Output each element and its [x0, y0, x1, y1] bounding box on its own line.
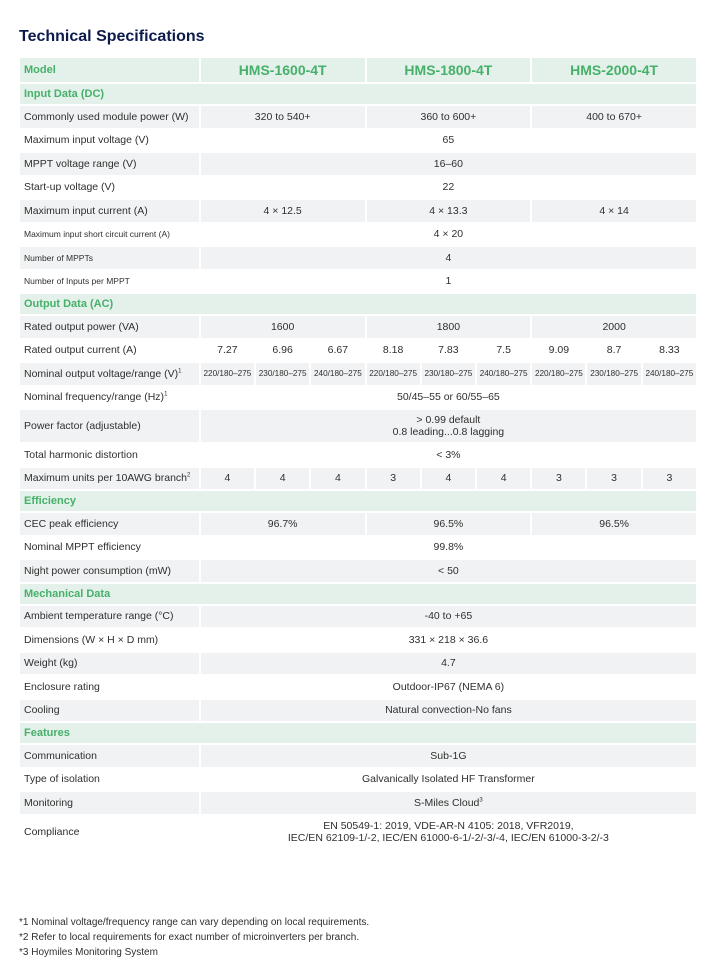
cell-value: 331 × 218 × 36.6 — [408, 633, 489, 646]
cell-value: 240/180–275 — [311, 363, 364, 385]
cell-value: 3 — [643, 468, 696, 490]
section-output-title: Output Data (AC) — [20, 294, 696, 314]
spec-row — [20, 513, 696, 535]
cell-value: 96.5% — [367, 513, 531, 535]
spec-row — [20, 537, 696, 559]
spec-row — [20, 271, 696, 293]
cell-value: 6.96 — [272, 344, 293, 357]
spec-row — [20, 106, 696, 128]
row-label — [20, 387, 199, 409]
cell-value: < 50 — [201, 560, 696, 582]
footnote: *2 Refer to local requirements for exact number of microinverters per branch. — [19, 932, 360, 943]
section-efficiency-title: Efficiency — [20, 491, 696, 511]
row-label: Monitoring — [20, 792, 199, 814]
cell-value: 320 to 540+ — [201, 106, 365, 128]
model-row — [20, 58, 696, 82]
cell-value: 7.83 — [438, 344, 459, 357]
cell-value: -40 to +65 — [201, 606, 696, 628]
compliance-line2: IEC/EN 62109-1/-2, IEC/EN 61000-6-1/-2/-3/-4, IEC/EN 61000-3-2/-3 — [287, 831, 609, 844]
spec-row — [20, 363, 696, 385]
spec-row — [20, 606, 696, 628]
spec-row — [20, 410, 696, 442]
spec-row — [20, 387, 696, 409]
cell-value: 3 — [587, 468, 640, 490]
cell-value: 16–60 — [201, 153, 696, 175]
row-label-text: Maximum units per 10AWG branch — [24, 472, 188, 485]
row-label: Night power consumption (mW) — [20, 560, 199, 582]
row-label: Rated output power (VA) — [20, 316, 199, 338]
row-label — [20, 468, 199, 490]
cell-value: 65 — [442, 134, 455, 147]
cell-value: 7.27 — [217, 344, 238, 357]
cell-value: 400 to 670+ — [532, 106, 696, 128]
model-hms-2000: HMS-2000-4T — [532, 58, 696, 82]
cell-value: < 3% — [436, 448, 461, 461]
cell-value: 3 — [367, 468, 420, 490]
cell-value: 9.09 — [548, 344, 570, 357]
cell-value: 2000 — [532, 316, 696, 338]
footnote-ref: 2 — [187, 472, 191, 479]
section-output — [20, 294, 696, 314]
page-title: Technical Specifications — [19, 28, 205, 45]
cell-value: 4 × 20 — [433, 228, 464, 241]
spec-row — [20, 130, 696, 152]
row-label: Power factor (adjustable) — [20, 410, 199, 442]
footnote-ref: 1 — [164, 391, 168, 398]
spec-row — [20, 468, 696, 490]
footnotes — [19, 915, 369, 960]
cell-value: 99.8% — [433, 541, 464, 554]
cell-value — [201, 816, 696, 848]
section-input-title: Input Data (DC) — [20, 84, 696, 104]
row-label: Maximum input short circuit current (A) — [24, 229, 170, 240]
cell-value: 22 — [442, 181, 455, 194]
cell-value: 8.7 — [606, 344, 622, 357]
spec-row — [20, 153, 696, 175]
cell-value: 220/180–275 — [367, 363, 420, 385]
power-factor-line1: > 0.99 default — [416, 414, 481, 426]
model-label: Model — [20, 58, 199, 82]
row-label: Maximum input current (A) — [20, 200, 199, 222]
spec-row — [20, 247, 696, 269]
cell-value: Sub-1G — [201, 745, 696, 767]
section-mechanical — [20, 584, 696, 604]
cell-value: 8.33 — [659, 344, 680, 357]
cell-value: 1800 — [367, 316, 531, 338]
spec-row — [20, 177, 696, 199]
monitoring-value: S-Miles Cloud — [414, 796, 480, 809]
section-input — [20, 84, 696, 104]
cell-value: 230/180–275 — [422, 363, 475, 385]
cell-value: Galvanically Isolated HF Transformer — [362, 773, 535, 786]
power-factor-line2: 0.8 leading...0.8 lagging — [392, 426, 505, 438]
cell-value: 6.67 — [327, 344, 349, 357]
cell-value: 4 — [201, 247, 696, 269]
cell-value: 4 — [422, 468, 475, 490]
spec-row — [20, 200, 696, 222]
footnote: *1 Nominal voltage/frequency range can vary depending on local requirements. — [19, 917, 370, 928]
cell-value: 4 — [201, 468, 254, 490]
spec-row — [20, 224, 696, 246]
spec-row — [20, 560, 696, 582]
spec-row — [20, 653, 696, 675]
row-label: Number of MPPTs — [20, 247, 199, 269]
section-features — [20, 723, 696, 743]
section-mechanical-title: Mechanical Data — [20, 584, 696, 604]
spec-row — [20, 676, 696, 698]
cell-value: 1600 — [201, 316, 365, 338]
cell-value: 50/45–55 or 60/55–65 — [397, 391, 500, 404]
cell-value: 360 to 600+ — [367, 106, 531, 128]
footnote-ref: 3 — [479, 797, 483, 804]
cell-value: 4 — [311, 468, 364, 490]
cell-value: 220/180–275 — [532, 363, 585, 385]
row-label: CEC peak efficiency — [20, 513, 199, 535]
spec-row — [20, 629, 696, 651]
cell-value: 4 × 13.3 — [367, 200, 531, 222]
spec-row — [20, 816, 696, 848]
footnote-ref: 1 — [178, 368, 182, 375]
row-label: Enclosure rating — [24, 680, 100, 693]
cell-value: 96.7% — [201, 513, 365, 535]
section-features-title: Features — [20, 723, 696, 743]
model-hms-1800: HMS-1800-4T — [367, 58, 531, 82]
compliance-line1: EN 50549-1: 2019, VDE-AR-N 4105: 2018, VFR2019, — [323, 819, 574, 832]
cell-value: 1 — [445, 275, 452, 288]
cell-value: 96.5% — [532, 513, 696, 535]
cell-value: Outdoor-IP67 (NEMA 6) — [392, 680, 505, 693]
row-label: Maximum input voltage (V) — [24, 134, 149, 147]
cell-value: 4 × 12.5 — [201, 200, 365, 222]
spec-row — [20, 316, 696, 338]
spec-row — [20, 792, 696, 814]
row-label: MPPT voltage range (V) — [20, 153, 199, 175]
spec-row — [20, 444, 696, 466]
cell-value: 3 — [532, 468, 585, 490]
row-label: Rated output current (A) — [24, 344, 137, 357]
row-label: Total harmonic distortion — [24, 448, 138, 461]
cell-value: 230/180–275 — [587, 363, 640, 385]
spec-table — [18, 56, 698, 850]
model-hms-1600: HMS-1600-4T — [201, 58, 365, 82]
row-label-text: Nominal frequency/range (Hz) — [24, 391, 165, 404]
spec-row — [20, 700, 696, 722]
footnote: *3 Hoymiles Monitoring System — [19, 947, 158, 958]
cell-value: 220/180–275 — [201, 363, 254, 385]
row-label: Nominal MPPT efficiency — [24, 541, 141, 554]
cell-value: 4 × 14 — [532, 200, 696, 222]
cell-value: 4.7 — [201, 653, 696, 675]
spec-row — [20, 745, 696, 767]
section-efficiency — [20, 491, 696, 511]
row-label: Communication — [20, 745, 199, 767]
cell-value: 240/180–275 — [643, 363, 696, 385]
cell-value: 7.5 — [496, 344, 511, 357]
cell-value: 8.18 — [382, 344, 404, 357]
cell-value — [201, 792, 696, 814]
cell-value: 4 — [477, 468, 530, 490]
row-label: Weight (kg) — [20, 653, 199, 675]
row-label: Start-up voltage (V) — [24, 181, 116, 194]
row-label: Dimensions (W × H × D mm) — [24, 633, 159, 646]
row-label: Type of isolation — [24, 773, 100, 786]
row-label: Ambient temperature range (°C) — [20, 606, 199, 628]
row-label-text: Nominal output voltage/range (V) — [24, 367, 179, 380]
row-label: Commonly used module power (W) — [20, 106, 199, 128]
row-label — [20, 363, 199, 385]
row-label: Number of Inputs per MPPT — [24, 276, 130, 287]
row-label: Compliance — [24, 825, 80, 838]
row-label: Cooling — [20, 700, 199, 722]
cell-value: 4 — [256, 468, 309, 490]
cell-value: Natural convection-No fans — [201, 700, 696, 722]
cell-value — [201, 410, 696, 442]
cell-value: 230/180–275 — [256, 363, 309, 385]
spec-row — [20, 340, 696, 362]
cell-value: 240/180–275 — [477, 363, 530, 385]
spec-row — [20, 769, 696, 791]
